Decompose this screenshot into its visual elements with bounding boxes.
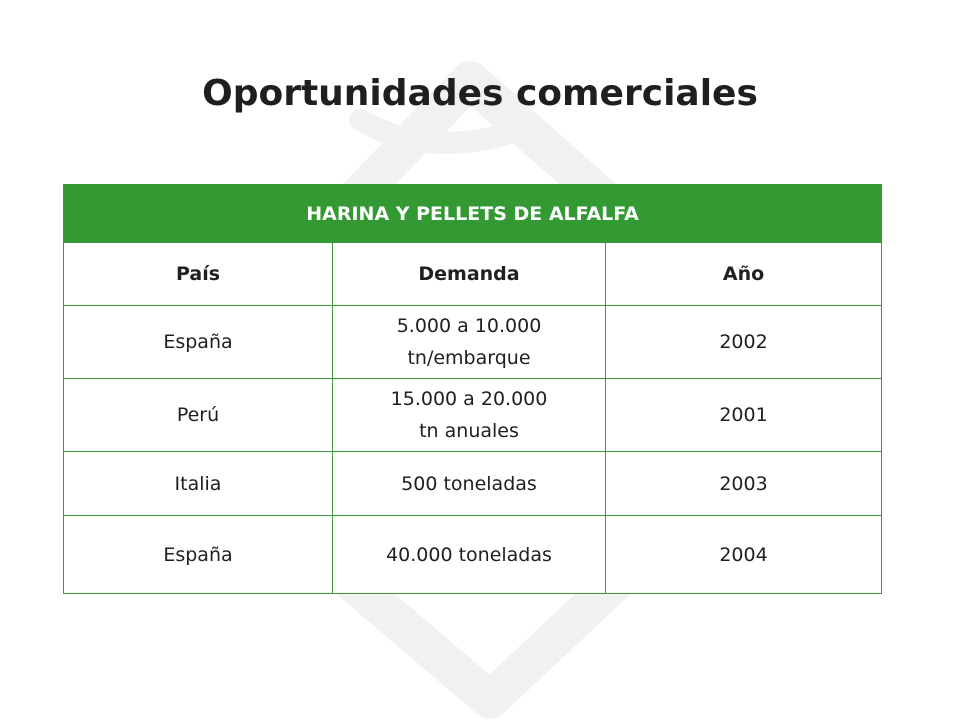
slide-title: Oportunidades comerciales [202,73,758,115]
cell-year: 2003 [606,452,882,516]
cell-demand: 500 toneladas [333,452,606,516]
cell-year: 2002 [606,306,882,379]
table-row [64,379,882,452]
cell-demand-line1: 15.000 a 20.000 [390,388,548,410]
cell-country: España [64,306,333,379]
watermark-stroke-a [360,120,520,143]
cell-demand-line2: tn/embarque [407,347,531,369]
cell-demand-line2: tn anuales [419,420,519,442]
cell-demand-line1: 5.000 a 10.000 [396,315,542,337]
cell-demand [333,306,606,379]
table-row [64,516,882,594]
table-caption: HARINA Y PELLETS DE ALFALFA [64,185,882,243]
cell-demand [333,379,606,452]
cell-year: 2004 [606,516,882,594]
cell-country: España [64,516,333,594]
table-row [64,306,882,379]
cell-year: 2001 [606,379,882,452]
cell-demand: 40.000 toneladas [333,516,606,594]
column-header-year: Año [606,243,882,306]
cell-country: Italia [64,452,333,516]
cell-country: Perú [64,379,333,452]
column-header-country: País [64,243,333,306]
table-row [64,452,882,516]
table-header-row [64,243,882,306]
demand-table [63,184,882,594]
column-header-demand: Demanda [333,243,606,306]
